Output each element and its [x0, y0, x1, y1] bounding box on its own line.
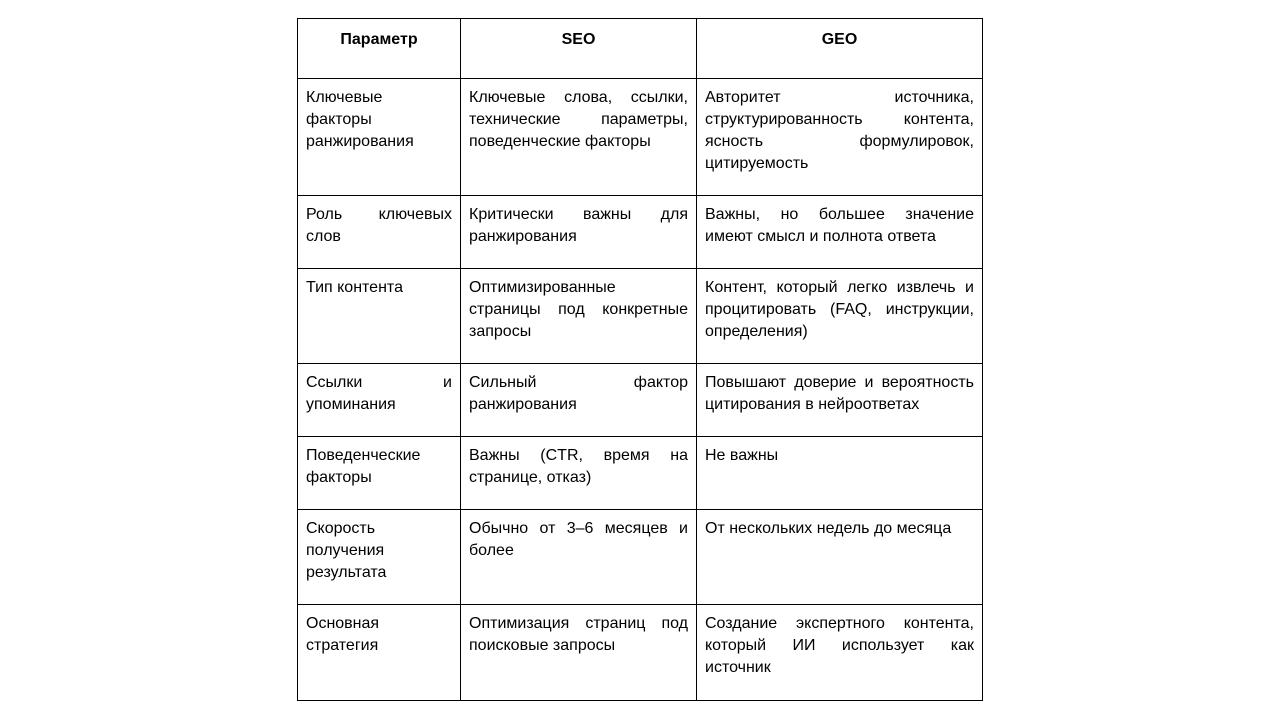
param-cell: Ключевые факторы ранжирования: [298, 79, 461, 196]
table-header-row: [298, 19, 983, 79]
header-seo: SEO: [461, 19, 697, 79]
geo-cell: Создание экспертного контента, который ИИ использует как источник: [697, 605, 983, 701]
header-parameter: Параметр: [298, 19, 461, 79]
param-cell: Скорость получения результата: [298, 510, 461, 605]
geo-cell: Контент, который легко извлечь и процитировать (FAQ, инструкции, определения): [697, 269, 983, 364]
table-row: [298, 79, 983, 196]
table-row: [298, 437, 983, 510]
geo-cell: Повышают доверие и вероятность цитирования в нейроответах: [697, 364, 983, 437]
geo-cell: От нескольких недель до месяца: [697, 510, 983, 605]
geo-cell: Не важны: [697, 437, 983, 510]
geo-cell: Авторитет источника, структурированность контента, ясность формулировок, цитируемость: [697, 79, 983, 196]
seo-cell: Важны (CTR, время на странице, отказ): [461, 437, 697, 510]
param-cell: Ссылки и упоминания: [298, 364, 461, 437]
seo-cell: Обычно от 3–6 месяцев и более: [461, 510, 697, 605]
table-row: [298, 196, 983, 269]
table-row: [298, 605, 983, 701]
seo-cell: Сильный фактор ранжирования: [461, 364, 697, 437]
param-cell: Роль ключевых слов: [298, 196, 461, 269]
geo-cell: Важны, но большее значение имеют смысл и полнота ответа: [697, 196, 983, 269]
param-cell: Поведенческие факторы: [298, 437, 461, 510]
table-row: [298, 364, 983, 437]
table-row: [298, 269, 983, 364]
header-geo: GEO: [697, 19, 983, 79]
seo-cell: Ключевые слова, ссылки, технические параметры, поведенческие факторы: [461, 79, 697, 196]
table-row: [298, 510, 983, 605]
seo-cell: Критически важны для ранжирования: [461, 196, 697, 269]
seo-geo-comparison-table: [297, 18, 983, 701]
param-cell: Тип контента: [298, 269, 461, 364]
seo-cell: Оптимизация страниц под поисковые запросы: [461, 605, 697, 701]
param-cell: Основная стратегия: [298, 605, 461, 701]
seo-cell: Оптимизированные страницы под конкретные запросы: [461, 269, 697, 364]
